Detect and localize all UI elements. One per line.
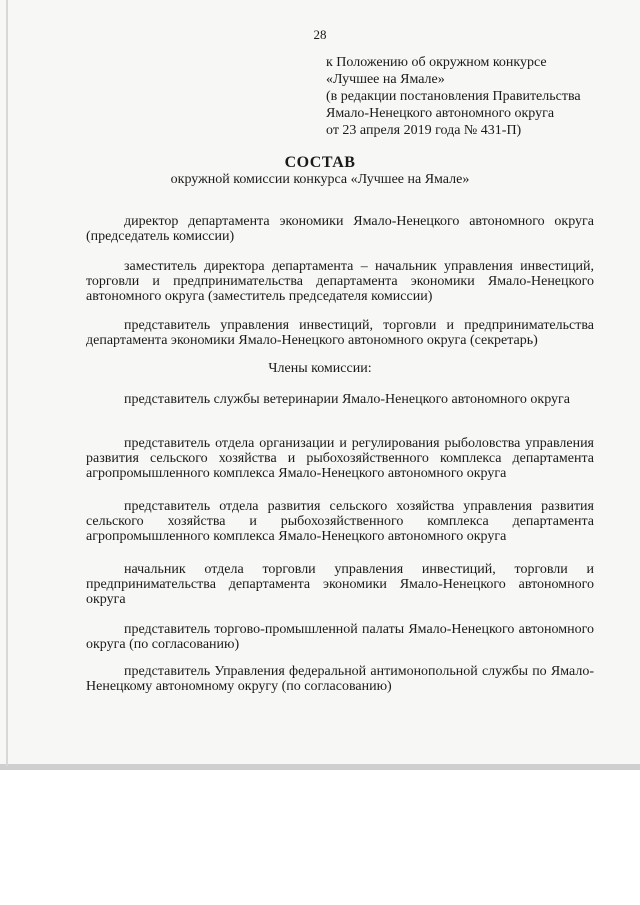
member-entry: начальник отдела торговли управления инвестиций, торговли и предпринимательства департамента экономики Ямало-Ненецкого автономного округа [86,562,594,607]
approval-line: (в редакции постановления Правительства [326,89,581,104]
deputy-chairman-entry: заместитель директора департамента – начальник управления инвестиций, торговли и предпринимательства департамента экономики Ямало-Ненецкого автономного округа (заместитель председателя комиссии) [86,259,594,304]
member-entry: представитель отдела организации и регулирования рыболовства управления развития сельского хозяйства и рыбохозяйственного комплекса департамента агропромышленного комплекса Ямало-Ненецкого автономного округа [86,436,594,481]
approval-line: Ямало-Ненецкого автономного округа [326,106,555,121]
member-entry: представитель отдела развития сельского хозяйства управления развития сельского хозяйства и рыбохозяйственного комплекса департамента агропромышленного комплекса Ямало-Ненецкого автономного округа [86,499,594,544]
member-entry: представитель службы ветеринарии Ямало-Ненецкого автономного округа [124,392,571,407]
approval-note [326,54,626,139]
approval-line: к Положению об окружном конкурсе [326,55,547,70]
approval-line: «Лучшее на Ямале» [326,72,445,87]
document-title: СОСТАВ [284,154,356,171]
approval-line: от 23 апреля 2019 года № 431-П) [326,123,522,138]
chairman-entry: директор департамента экономики Ямало-Ненецкого автономного округа (председатель комиссии) [86,214,594,244]
member-entry: представитель торгово-промышленной палаты Ямало-Ненецкого автономного округа (по согласованию) [86,622,594,652]
members-heading: Члены комиссии: [268,361,372,376]
document-subtitle: окружной комиссии конкурса «Лучшее на Ямале» [170,172,470,187]
secretary-entry: представитель управления инвестиций, торговли и предпринимательства департамента экономики Ямало-Ненецкого автономного округа (секретарь) [86,318,594,348]
page-edge [6,0,8,766]
page-number: 28 [313,27,327,42]
member-entry: представитель Управления федеральной антимонопольной службы по Ямало-Ненецкому автономному округу (по согласованию) [86,664,594,694]
